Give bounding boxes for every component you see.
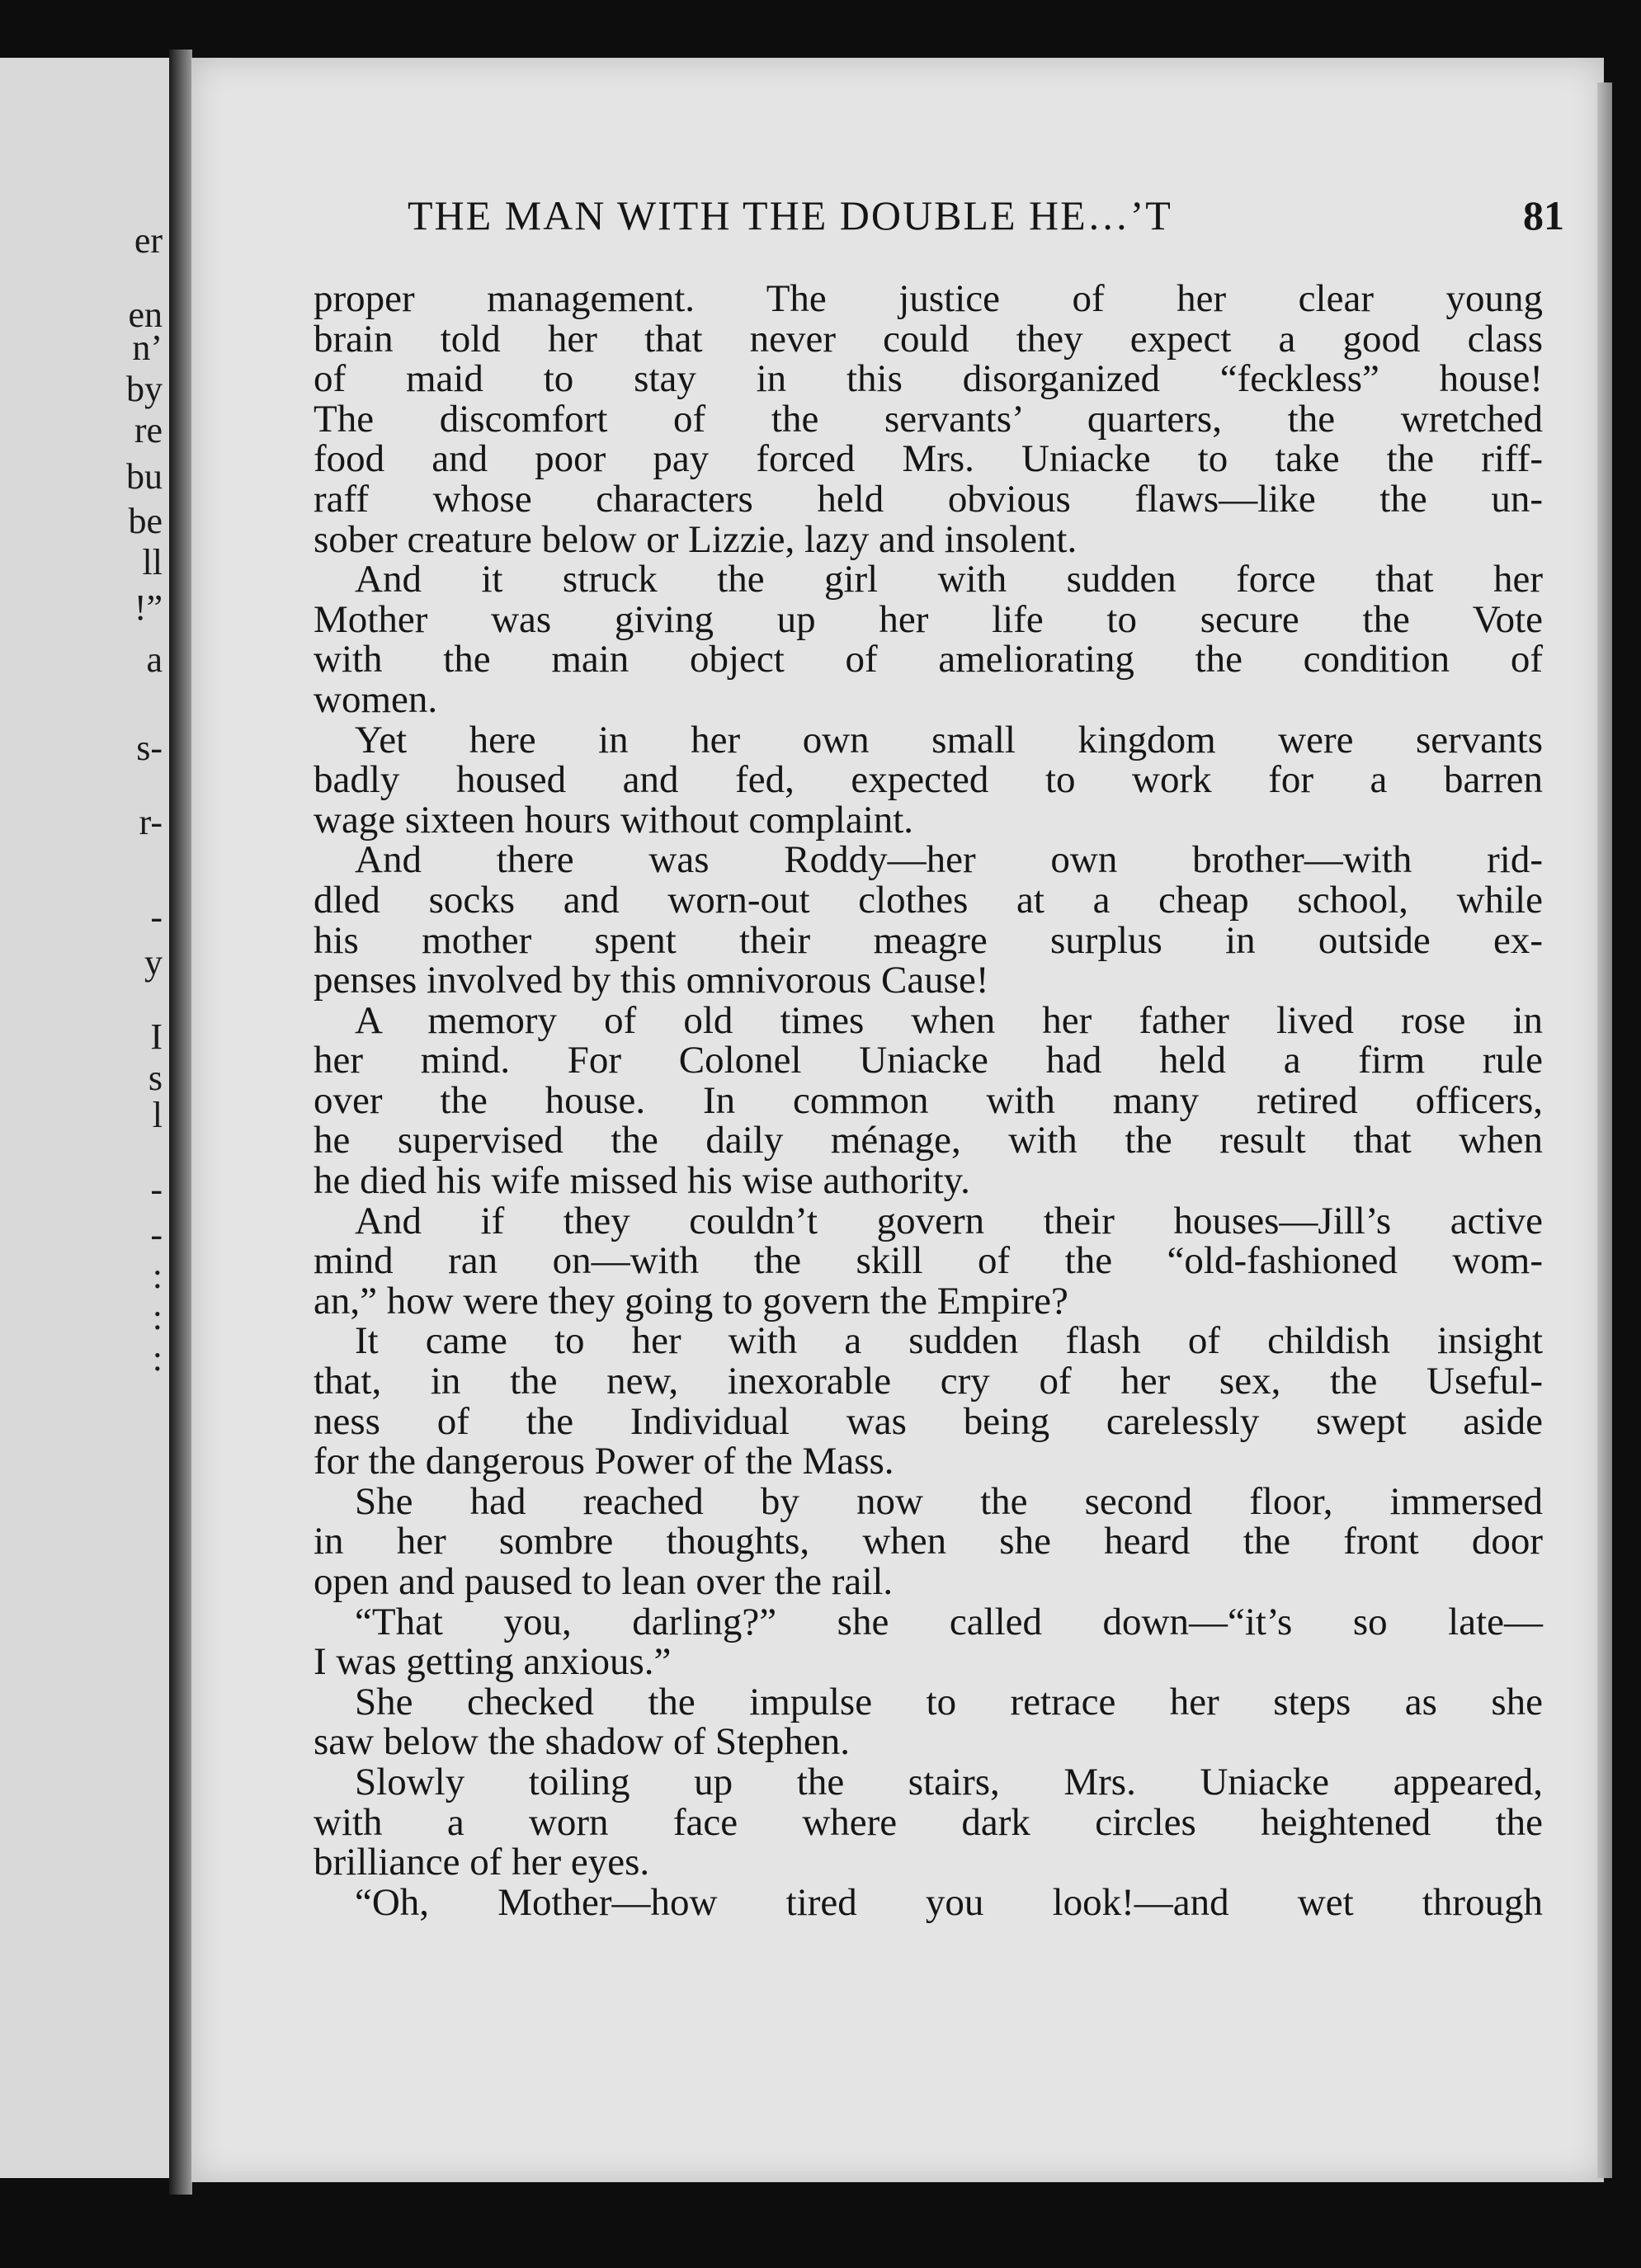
previous-page-fragment: a xyxy=(146,639,163,680)
text-line: Yet here in her own small kingdom were servants xyxy=(355,718,1543,762)
text-line: over the house. In common with many retired officers, xyxy=(314,1078,1543,1122)
previous-page-fragment: s- xyxy=(136,728,163,768)
text-line: “Oh, Mother—how tired you look!—and wet through xyxy=(355,1880,1543,1924)
text-line: food and poor pay forced Mrs. Uniacke to take the riff- xyxy=(314,437,1543,481)
text-line: brilliance of her eyes. xyxy=(314,1841,650,1884)
text-line: She checked the impulse to retrace her steps as she xyxy=(355,1680,1543,1723)
previous-page-fragment: n’ xyxy=(132,328,163,368)
text-line: of maid to stay in this disorganized “feckless” house! xyxy=(314,357,1543,401)
previous-page-fragment: : xyxy=(152,1338,163,1379)
previous-page-fragment: by xyxy=(126,369,163,409)
text-line: The discomfort of the servants’ quarters, the wretched xyxy=(314,397,1543,441)
text-line: proper management. The justice of her clear young xyxy=(314,277,1543,320)
page-edge-shadow xyxy=(1597,83,1612,2178)
book-gutter xyxy=(169,50,192,2195)
text-line: women. xyxy=(314,677,438,721)
text-line: mind ran on—with the skill of the “old-fashioned wom- xyxy=(314,1239,1543,1283)
text-line: Slowly toiling up the stairs, Mrs. Uniacke appeared, xyxy=(355,1760,1543,1804)
text-line: brain told her that never could they expect a good class xyxy=(314,317,1543,361)
previous-page-fragment: I xyxy=(150,1016,163,1057)
text-line: raff whose characters held obvious flaws—like the un- xyxy=(314,477,1543,521)
previous-page-fragment: en xyxy=(128,295,163,335)
text-line: saw below the shadow of Stephen. xyxy=(314,1720,851,1764)
text-line: that, in the new, inexorable cry of her sex, the Useful- xyxy=(314,1360,1543,1403)
text-line: She had reached by now the second floor, immersed xyxy=(355,1479,1543,1523)
running-head xyxy=(408,191,1564,239)
body-text xyxy=(314,279,1543,1922)
previous-page-fragment: be xyxy=(128,501,163,541)
previous-page-fragment: er xyxy=(134,220,163,261)
text-line: And there was Roddy—her own brother—with rid- xyxy=(355,838,1543,882)
previous-page-fragment: l xyxy=(152,1095,163,1135)
previous-page-fragment: - xyxy=(150,897,163,937)
previous-page-fragment: - xyxy=(150,1169,163,1209)
text-line: “That you, darling?” she called down—“it’s so late— xyxy=(355,1600,1543,1643)
text-line: with a worn face where dark circles heightened the xyxy=(314,1800,1543,1844)
page-number: 81 xyxy=(1523,192,1564,238)
previous-page-fragment: !” xyxy=(134,587,163,628)
text-line: A memory of old times when her father lived rose in xyxy=(355,998,1543,1042)
text-line: he died his wife missed his wise authority. xyxy=(314,1159,970,1203)
previous-page-edge xyxy=(0,58,182,2178)
running-head-title: THE MAN WITH THE DOUBLE HE…’T xyxy=(408,192,1172,238)
previous-page-fragment: re xyxy=(134,410,163,450)
previous-page-fragment: s xyxy=(148,1058,163,1098)
text-line: open and paused to lean over the rail. xyxy=(314,1560,894,1603)
text-line: an,” how were they going to govern the Empire? xyxy=(314,1279,1068,1323)
book-page xyxy=(191,58,1604,2182)
text-line: Mother was giving up her life to secure the Vote xyxy=(314,597,1543,641)
previous-page-fragment: ll xyxy=(142,542,163,582)
text-line: sober creature below or Lizzie, lazy and insolent. xyxy=(314,517,1077,561)
text-line: And it struck the girl with sudden force that her xyxy=(355,558,1543,601)
previous-page-fragment: : xyxy=(152,1297,163,1337)
text-line: I was getting anxious.” xyxy=(314,1640,672,1684)
text-line: he supervised the daily ménage, with the result that when xyxy=(314,1119,1543,1162)
text-line: her mind. For Colonel Uniacke had held a firm rule xyxy=(314,1039,1543,1082)
text-line: And if they couldn’t govern their houses—Jill’s active xyxy=(355,1199,1543,1242)
text-line: for the dangerous Power of the Mass. xyxy=(314,1440,894,1483)
previous-page-fragment: r- xyxy=(139,802,163,842)
previous-page-fragment: y xyxy=(144,942,163,983)
text-line: ness of the Individual was being carelessly swept aside xyxy=(314,1399,1543,1443)
text-line: dled socks and worn-out clothes at a cheap school, while xyxy=(314,878,1543,922)
text-line: badly housed and fed, expected to work for a barren xyxy=(314,758,1543,802)
text-line: in her sombre thoughts, when she heard the front door xyxy=(314,1520,1543,1563)
previous-page-fragment: bu xyxy=(126,456,163,497)
text-line: his mother spent their meagre surplus in outside ex- xyxy=(314,918,1543,962)
previous-page-fragment: : xyxy=(152,1256,163,1296)
text-line: penses involved by this omnivorous Cause! xyxy=(314,959,989,1002)
text-line: It came to her with a sudden flash of childish insight xyxy=(355,1319,1543,1363)
text-line: wage sixteen hours without complaint. xyxy=(314,798,914,842)
text-line: with the main object of ameliorating the condition of xyxy=(314,638,1543,681)
previous-page-fragment: - xyxy=(150,1214,163,1255)
